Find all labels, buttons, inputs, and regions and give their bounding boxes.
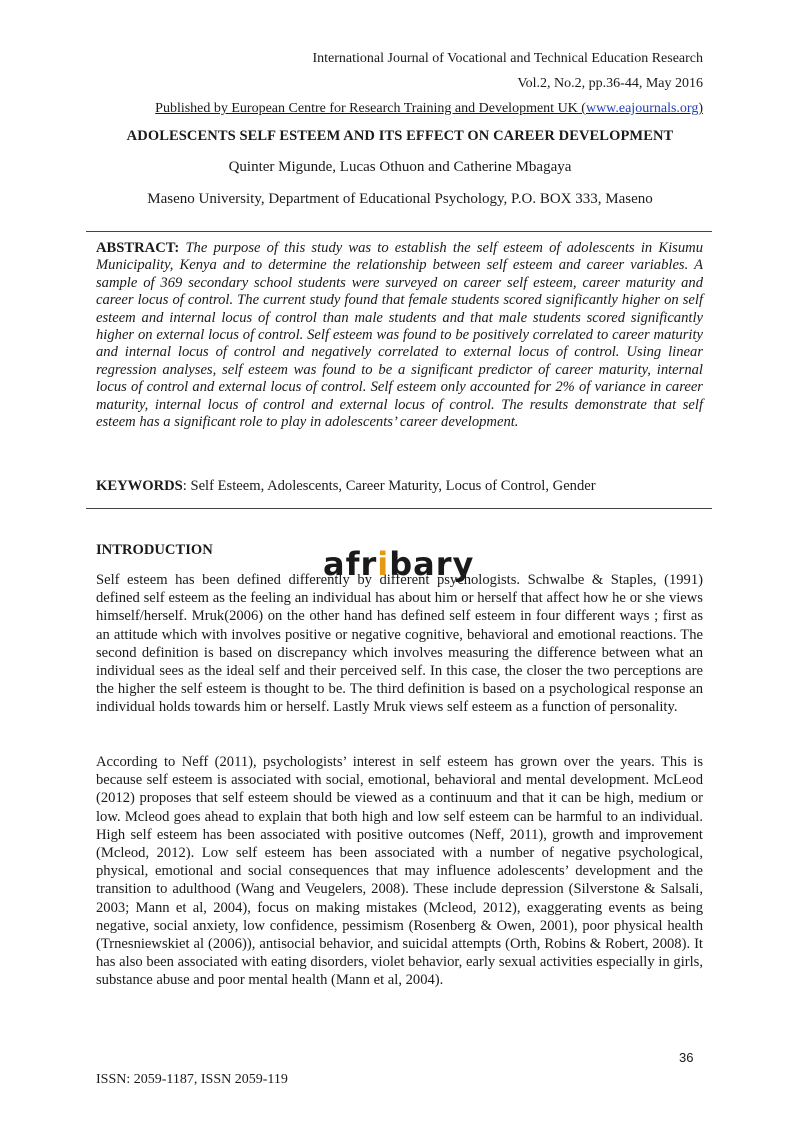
intro-paragraph-1: Self esteem has been defined differently by different psychologists. Schwalbe & Staples, (1991) defined self esteem as the feeling an individual has about him or herself that affect how he or she views himself/herself. Mruk(2006) on the other hand has defined self esteem in four different ways ; first as an attitude which with involves positive or negative cognitive, behavioral and emotional reactions. The second definition is based on discrepancy which involves measuring the difference between what an individual sees as the ideal self and their perceived self. In this case, the closer the two perceptions are the higher the self esteem is thought to be. The third definition is based on a psychological response an individual holds towards him or herself. Lastly Mruk views self esteem as a function of personality. [96, 572, 703, 716]
watermark-part-1: afr [323, 545, 378, 583]
keywords-text: : Self Esteem, Adolescents, Career Maturity, Locus of Control, Gender [182, 478, 596, 494]
page-number: 36 [679, 1050, 694, 1065]
issn-footer: ISSN: 2059-1187, ISSN 2059-119 [96, 1072, 288, 1087]
abstract-label: ABSTRACT: [96, 240, 180, 256]
journal-name: International Journal of Vocational and Technical Education Research [312, 51, 703, 66]
divider-top [86, 231, 712, 232]
section-heading-introduction: INTRODUCTION [96, 542, 213, 558]
keywords [96, 478, 703, 495]
watermark-part-2: i [377, 545, 390, 583]
divider-bottom [86, 508, 712, 509]
publisher-prefix: Published by European Centre for Research Training and Development UK ( [155, 101, 586, 116]
volume-info: Vol.2, No.2, pp.36-44, May 2016 [517, 76, 703, 91]
abstract-text: The purpose of this study was to establish the self esteem of adolescents in Kisumu Municipality, Kenya and to determine the relationship between self esteem and career variables. A sample of 369 secondary school students were surveyed on career self esteem, career maturity and career locus of control. The current study found that female students scored significantly higher on self esteem and internal locus of control than male students and that male students scored significantly higher on external locus of control. Self esteem was found to be positively correlated to career maturity and internal locus of control and negatively correlated to external locus of control. Using linear regression analyses, self esteem was found to be a significant predictor of career maturity, internal locus of control and external locus of control. Self esteem only accounted for 2% of variance in career maturity, internal locus of control and external locus of control. The results demonstrate that self esteem has a significant role to play in adolescents’ career development. [96, 240, 703, 431]
authors: Quinter Migunde, Lucas Othuon and Catherine Mbagaya [228, 159, 572, 175]
affiliation: Maseno University, Department of Educational Psychology, P.O. BOX 333, Maseno [147, 191, 653, 207]
intro-paragraph-2: According to Neff (2011), psychologists’ interest in self esteem has grown over the years. This is because self esteem is associated with social, emotional, behavioral and mental development. McLeod (2012) proposes that self esteem should be viewed as a continuum and that it can be high, medium or low. Mcleod goes ahead to explain that both high and low self esteem can be harmful to an individual. High self esteem has been associated with positive outcomes (Neff, 2011), growth and improvement (Mcleod, 2012). Low self esteem has been associated with a number of negative psychological, physical, emotional and social consequences that may influence adolescents’ development and the transition to adulthood (Wang and Veugelers, 2008). These include depression (Silverstone & Salsali, 2003; Mann et al, 2004), focus on making mistakes (Mcleod, 2012), exaggerating events as being negative, social anxiety, low confidence, pessimism (Rosenberg & Owen, 2001), poor physical health (Trnesniewskiet al (2006)), antisocial behavior, and suicidal attempts (Orth, Robins & Robert, 2008). It has also been associated with eating disorders, violet behavior, early sexual activities especially in girls, substance abuse and poor mental health (Mann et al, 2004). [96, 754, 703, 989]
abstract [96, 240, 703, 431]
afribary-watermark-logo [323, 547, 474, 581]
journal-website-link[interactable]: www.eajournals.org [585, 101, 699, 116]
publisher-line [155, 101, 703, 117]
keywords-label: KEYWORDS [96, 478, 183, 494]
watermark-part-3: bary [389, 545, 475, 583]
paper-title: ADOLESCENTS SELF ESTEEM AND ITS EFFECT ON CAREER DEVELOPMENT [126, 128, 674, 144]
publisher-suffix: ) [698, 101, 703, 116]
